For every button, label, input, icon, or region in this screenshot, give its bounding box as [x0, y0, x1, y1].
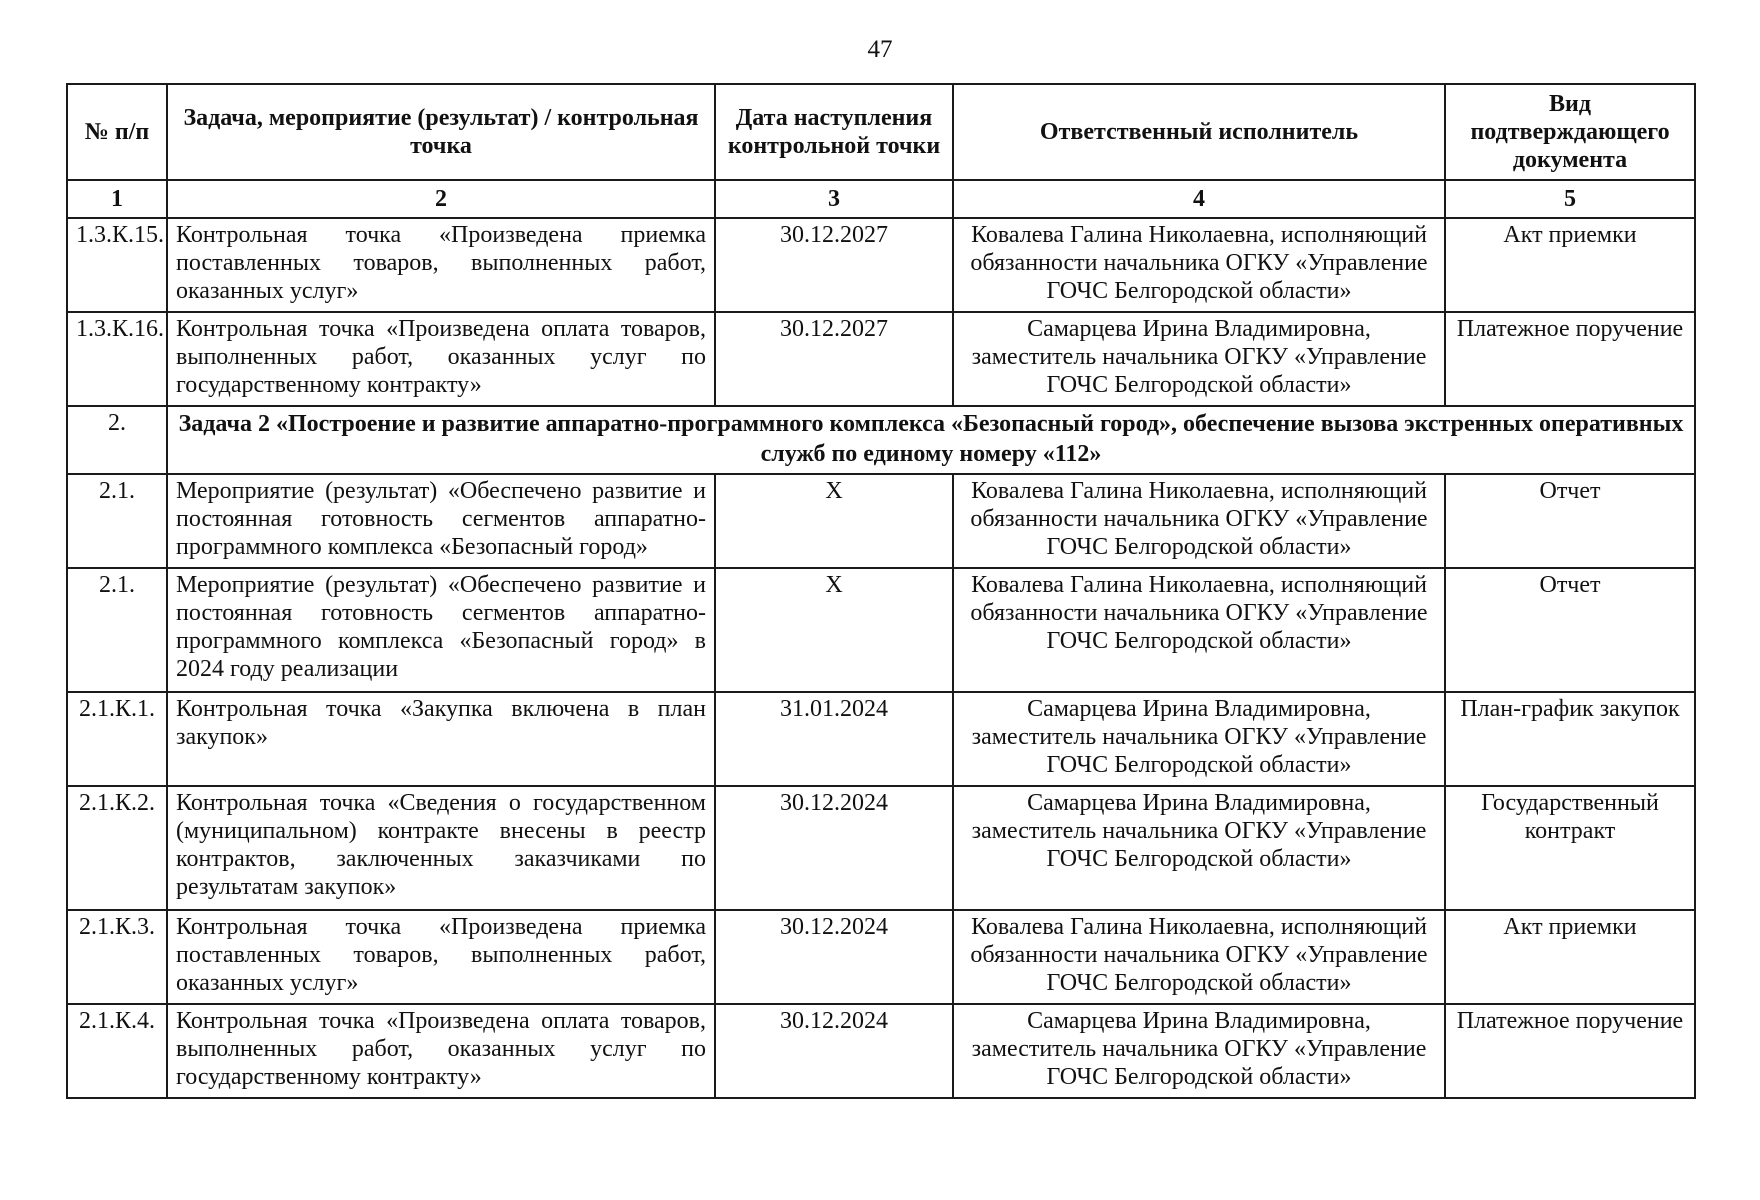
column-number: 5	[1445, 180, 1695, 218]
table-row	[67, 218, 1695, 312]
row-number: 1.3.К.15.	[67, 218, 167, 312]
row-executor: Ковалева Галина Николаевна, исполняющий обязанности начальника ОГКУ «Управление ГОЧС Белгородской области»	[953, 568, 1445, 692]
row-document: Акт приемки	[1445, 218, 1695, 312]
row-number: 2.1.К.4.	[67, 1004, 167, 1098]
section-number: 2.	[67, 406, 167, 474]
table-row	[67, 786, 1695, 910]
plan-table	[66, 83, 1696, 1099]
row-document: Акт приемки	[1445, 910, 1695, 1004]
row-task: Контрольная точка «Произведена оплата товаров, выполненных работ, оказанных услуг по государственному контракту»	[167, 312, 715, 406]
table-row	[67, 312, 1695, 406]
row-executor: Самарцева Ирина Владимировна, заместитель начальника ОГКУ «Управление ГОЧС Белгородской области»	[953, 1004, 1445, 1098]
header-row	[67, 84, 1695, 180]
row-task: Контрольная точка «Закупка включена в план закупок»	[167, 692, 715, 786]
header-number: № п/п	[67, 84, 167, 180]
row-executor: Ковалева Галина Николаевна, исполняющий обязанности начальника ОГКУ «Управление ГОЧС Белгородской области»	[953, 218, 1445, 312]
row-task: Контрольная точка «Произведена приемка поставленных товаров, выполненных работ, оказанных услуг»	[167, 218, 715, 312]
header-executor: Ответственный исполнитель	[953, 84, 1445, 180]
column-number: 3	[715, 180, 953, 218]
row-date: 30.12.2024	[715, 910, 953, 1004]
row-task: Мероприятие (результат) «Обеспечено развитие и постоянная готовность сегментов аппаратно-программного комплекса «Безопасный город»	[167, 474, 715, 568]
row-number: 2.1.К.3.	[67, 910, 167, 1004]
row-date: 30.12.2027	[715, 312, 953, 406]
header-document: Вид подтверждающего документа	[1445, 84, 1695, 180]
section-title: Задача 2 «Построение и развитие аппаратно-программного комплекса «Безопасный город», обеспечение вызова экстренных оперативных служб по единому номеру «112»	[167, 406, 1695, 474]
row-document: Отчет	[1445, 474, 1695, 568]
row-document: Платежное поручение	[1445, 312, 1695, 406]
column-number-row	[67, 180, 1695, 218]
row-date: 31.01.2024	[715, 692, 953, 786]
row-date: X	[715, 474, 953, 568]
header-task: Задача, мероприятие (результат) / контрольная точка	[167, 84, 715, 180]
row-task: Мероприятие (результат) «Обеспечено развитие и постоянная готовность сегментов аппаратно-программного комплекса «Безопасный город» в 2024 году реализации	[167, 568, 715, 692]
table-row	[67, 568, 1695, 692]
row-number: 1.3.К.16.	[67, 312, 167, 406]
column-number: 4	[953, 180, 1445, 218]
row-executor: Самарцева Ирина Владимировна, заместитель начальника ОГКУ «Управление ГОЧС Белгородской области»	[953, 312, 1445, 406]
row-number: 2.1.К.1.	[67, 692, 167, 786]
table-row	[67, 910, 1695, 1004]
row-executor: Самарцева Ирина Владимировна, заместитель начальника ОГКУ «Управление ГОЧС Белгородской области»	[953, 786, 1445, 910]
table-row	[67, 1004, 1695, 1098]
row-date: 30.12.2027	[715, 218, 953, 312]
row-date: 30.12.2024	[715, 1004, 953, 1098]
table-row	[67, 474, 1695, 568]
row-document: План-график закупок	[1445, 692, 1695, 786]
row-executor: Самарцева Ирина Владимировна, заместитель начальника ОГКУ «Управление ГОЧС Белгородской области»	[953, 692, 1445, 786]
row-document: Государственный контракт	[1445, 786, 1695, 910]
row-executor: Ковалева Галина Николаевна, исполняющий обязанности начальника ОГКУ «Управление ГОЧС Белгородской области»	[953, 910, 1445, 1004]
header-date: Дата наступления контрольной точки	[715, 84, 953, 180]
row-number: 2.1.	[67, 568, 167, 692]
row-document: Платежное поручение	[1445, 1004, 1695, 1098]
row-date: 30.12.2024	[715, 786, 953, 910]
row-number: 2.1.К.2.	[67, 786, 167, 910]
row-task: Контрольная точка «Сведения о государственном (муниципальном) контракте внесены в реестр контрактов, заключенных заказчиками по результатам закупок»	[167, 786, 715, 910]
row-executor: Ковалева Галина Николаевна, исполняющий обязанности начальника ОГКУ «Управление ГОЧС Белгородской области»	[953, 474, 1445, 568]
table-row	[67, 692, 1695, 786]
section-row	[67, 406, 1695, 474]
row-document: Отчет	[1445, 568, 1695, 692]
row-task: Контрольная точка «Произведена приемка поставленных товаров, выполненных работ, оказанных услуг»	[167, 910, 715, 1004]
row-task: Контрольная точка «Произведена оплата товаров, выполненных работ, оказанных услуг по государственному контракту»	[167, 1004, 715, 1098]
page-number: 47	[867, 36, 893, 63]
column-number: 2	[167, 180, 715, 218]
row-number: 2.1.	[67, 474, 167, 568]
row-date: X	[715, 568, 953, 692]
column-number: 1	[67, 180, 167, 218]
